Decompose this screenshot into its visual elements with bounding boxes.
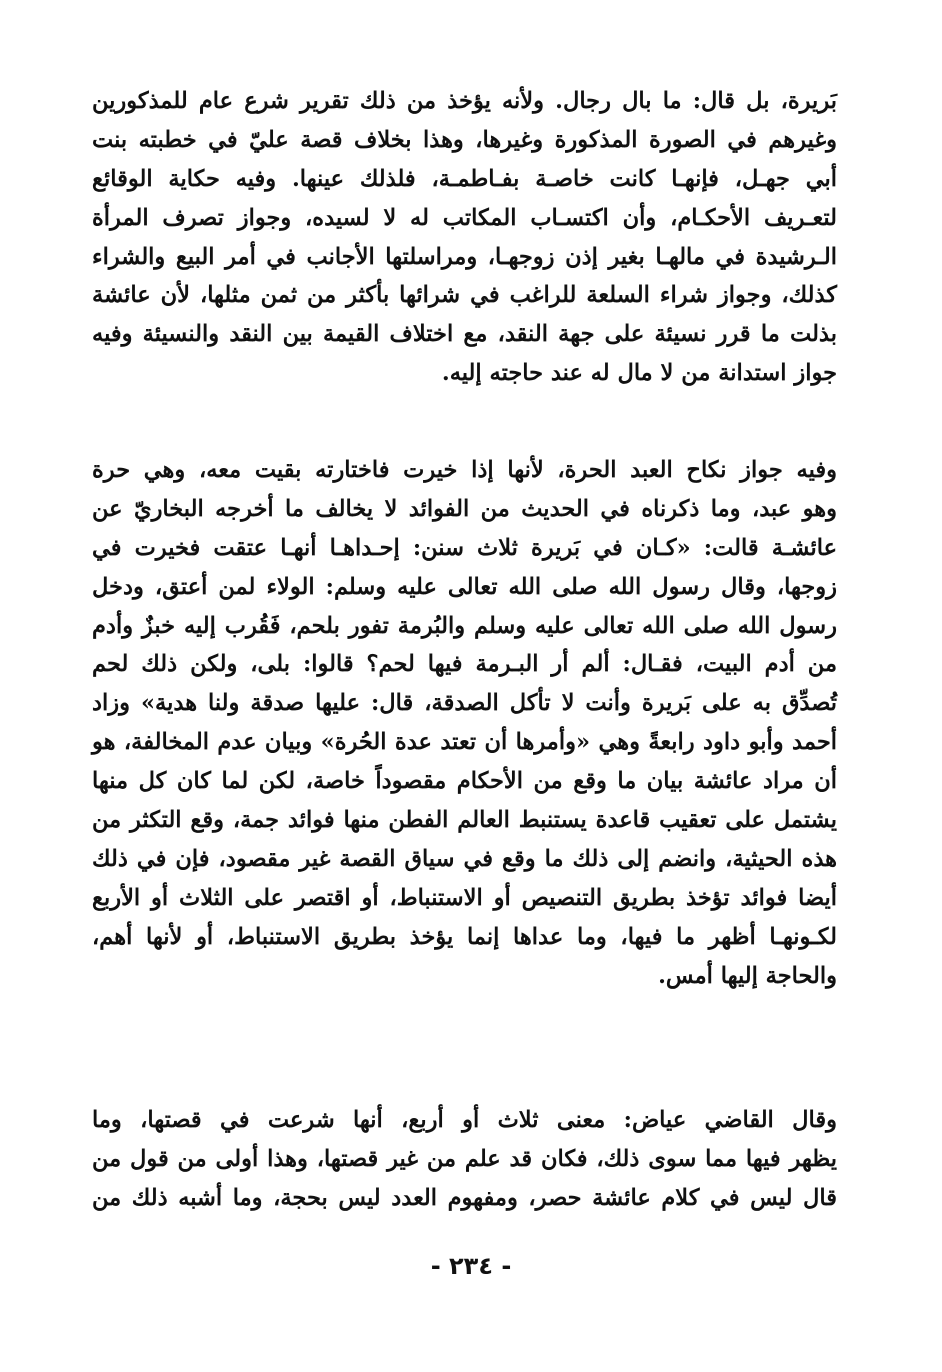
text-line: يظهر فيها مما سوى ذلك، فكان قد علم من غير قصتها، وهذا أولى من قول من	[92, 1145, 837, 1172]
paragraph-1	[92, 82, 837, 393]
text-line: جواز استدانة من لا مال له عند حاجته إليه.	[441, 360, 837, 387]
text-line: الـرشيدة في مالهـا بغير إذن زوجهـا، ومراسلتها الأجانب في أمر البيع والشراء	[92, 243, 837, 270]
text-line: تُصدِّق به على بَريرة وأنت لا تأكل الصدقة، قال: عليها صدقة ولنا هدية» وزاد	[92, 690, 837, 717]
text-line: هذه الحيثية، وانضم إلى ذلك ما وقع في سياق القصة غير مقصود، فإن في ذلك	[92, 845, 837, 872]
text-line: لكـونهـا أظهر ما فيها، وما عداها إنما يؤخذ بطريق الاستنباط، أو لأنها أهم،	[92, 923, 837, 950]
text-line: أن مراد عائشة بيان ما وقع من الأحكام مقصوداً خاصة، لكن لما كان كل منها	[92, 768, 837, 795]
text-line: وقال القاضي عياض: معنى ثلاث أو أربع، أنها شرعت في قصتها، وما	[92, 1107, 837, 1133]
text-line: زوجها، وقال رسول الله صلى الله تعالى عليه وسلم: الولاء لمن أعتق، ودخل	[92, 573, 837, 600]
text-line: رسول الله صلى الله تعالى عليه وسلم والبُرمة تفور بلحم، فَقُرب إليه خبزٌ وأدم	[92, 612, 837, 639]
text-line: بَريرة، بل قال: ما بال رجال. ولأنه يؤخذ من ذلك تقرير شرع عام للمذكورين	[92, 88, 837, 114]
paragraph-2	[92, 451, 837, 995]
text-line: وهو عبد، وما ذكرناه في الحديث من الفوائد لا يخالف ما أخرجه البخاريّ عن	[92, 495, 837, 522]
text-line: وفيه جواز نكاح العبد الحرة، لأنها إذا خيرت فاختارته بقيت معه، وهي حرة	[92, 457, 837, 483]
text-line: عائشـة قالت: «كـان في بَريرة ثلاث سنن: إحـداهـا أنهـا عتقت فخيرت في	[92, 534, 837, 561]
text-line: أحمد وأبو داود رابعةً وهي «وأمرها أن تعتد عدة الحُرة» وبيان عدم المخالفة، هو	[92, 729, 837, 756]
paragraph-3	[92, 1101, 837, 1218]
text-line: من أدم البيت، فقـال: ألم أر البـرمة فيها لحم؟ قالوا: بلى، ولكن ذلك لحم	[92, 651, 837, 678]
text-line: وغيرهم في الصورة المذكورة وغيرها، وهذا بخلاف قصة عليّ في خطبته بنت	[92, 126, 837, 153]
text-line: كذلك، وجواز شراء السلعة للراغب في شرائها بأكثر من ثمن مثلها، لأن عائشة	[92, 282, 837, 309]
text-line: لتعـريف الأحكـام، وأن اكتسـاب المكاتب له لا لسيده، وجواز تصرف المرأة	[92, 204, 837, 231]
text-line: أيضا فوائد تؤخذ بطريق التنصيص أو الاستنباط، أو اقتصر على الثلاث أو الأربع	[92, 884, 837, 911]
text-line: بذلت ما قرر نسيئة على جهة النقد، مع اختلاف القيمة بين النقد والنسيئة وفيه	[92, 321, 837, 348]
text-line: يشتمل على تعقيب قاعدة يستنبط العالم الفطن منها فوائد جمة، وقع التكثر من	[92, 807, 837, 834]
page-number: - ٢٣٤ -	[430, 1252, 512, 1280]
text-line: قال ليس في كلام عائشة حصر، ومفهوم العدد ليس بحجة، وما أشبه ذلك من	[92, 1184, 837, 1211]
text-line: أبي جهـل، فإنهـا كانت خاصـة بفـاطمـة، فلذلك عينها. وفيه حكاية الوقائع	[92, 165, 837, 192]
text-line: والحاجة إليها أمس.	[658, 962, 837, 989]
